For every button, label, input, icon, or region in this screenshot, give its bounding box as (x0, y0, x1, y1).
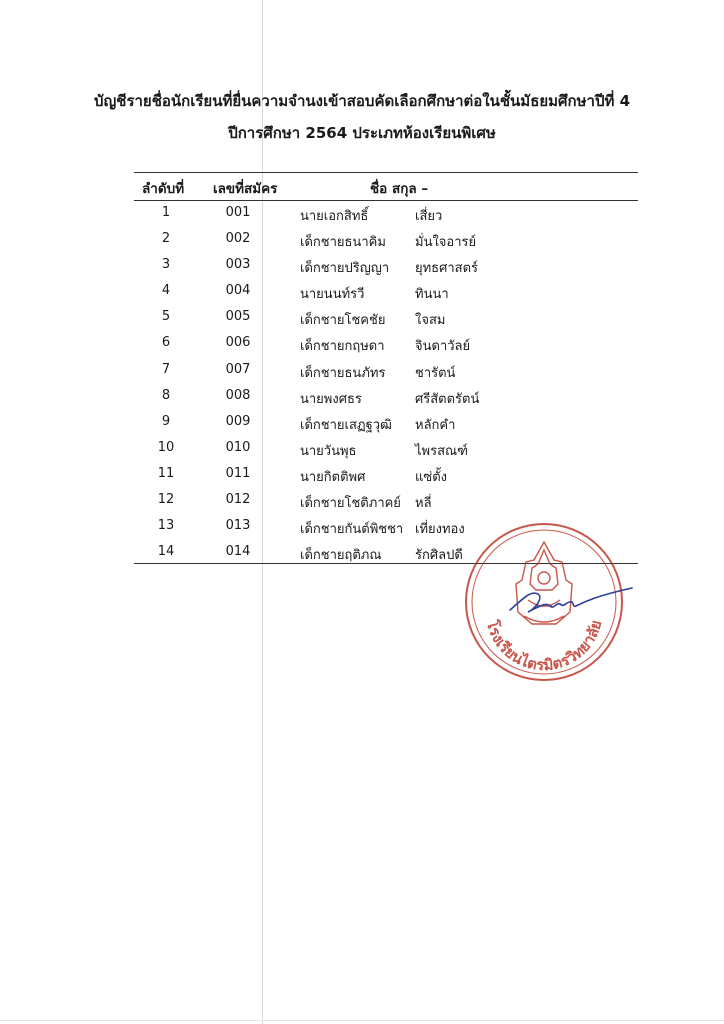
row-first-name: เด็กชายกันต์พิชชา (300, 522, 404, 538)
row-last-name: แซ่ตั้ง (415, 469, 447, 485)
row-application-no: 012 (225, 492, 251, 508)
row-last-name: ยุทธศาสตร์ (415, 261, 479, 277)
document-subtitle: ปีการศึกษา 2564 ประเภทห้องเรียนพิเศษ (228, 124, 496, 142)
table-row (0, 436, 724, 462)
table-row (0, 410, 724, 436)
table-row (0, 488, 724, 514)
row-first-name: นายวันพุธ (300, 443, 357, 459)
table-row (0, 358, 724, 384)
row-application-no: 013 (225, 518, 251, 534)
row-last-name: มั่นใจอารย์ (415, 235, 477, 251)
row-application-no: 011 (225, 465, 251, 481)
row-first-name: เด็กชายโชติภาคย์ (300, 496, 401, 512)
row-last-name: ศรีสัตตรัตน์ (415, 391, 480, 407)
row-number: 12 (157, 492, 175, 508)
header-application-no: เลขที่สมัคร (213, 181, 278, 197)
row-first-name: เด็กชายโชคชัย (300, 313, 386, 329)
row-number: 6 (161, 335, 171, 351)
table-row (0, 253, 724, 279)
row-number: 1 (161, 205, 171, 220)
table-top-rule (134, 172, 638, 173)
row-last-name: หลักคำ (415, 417, 456, 433)
row-number: 5 (161, 309, 171, 325)
table-row (0, 227, 724, 253)
header-name: ชื่อ สกุล – (370, 181, 429, 197)
row-last-name: เที่ยงทอง (415, 522, 465, 538)
table-row (0, 384, 724, 410)
row-application-no: 003 (225, 257, 251, 273)
table-row (0, 462, 724, 488)
row-last-name: ไพรสณฑ์ (415, 443, 468, 459)
row-number: 13 (157, 518, 175, 534)
svg-text:โรงเรียนไตรมิตรวิทยาลัย (483, 617, 606, 674)
row-application-no: 006 (225, 335, 251, 351)
row-last-name: ทินนา (415, 287, 449, 303)
row-number: 7 (161, 361, 171, 377)
row-application-no: 008 (225, 387, 251, 403)
row-number: 3 (161, 257, 171, 273)
row-last-name: ใจสม (415, 313, 446, 329)
row-number: 4 (161, 283, 171, 299)
row-first-name: เด็กชายธนภัทร (300, 365, 386, 381)
row-number: 10 (157, 439, 175, 455)
row-application-no: 002 (225, 231, 251, 247)
row-last-name: ชารัตน์ (415, 365, 456, 381)
row-application-no: 001 (225, 205, 251, 220)
signature (500, 580, 640, 620)
stamp-school-name: โรงเรียนไตรมิตรวิทยาลัย (482, 618, 606, 675)
row-last-name: รักศิลปดี (415, 548, 463, 564)
row-number: 14 (157, 544, 175, 560)
scan-bottom-edge (0, 1020, 724, 1021)
row-first-name: นายพงศธร (300, 391, 362, 407)
row-application-no: 005 (225, 309, 251, 325)
header-no: ลำดับที่ (142, 181, 185, 197)
row-first-name: นายนนท์รวี (300, 287, 365, 303)
row-first-name: เด็กชายธนาคิม (300, 235, 386, 251)
row-first-name: นายกิตติพศ (300, 469, 366, 485)
row-application-no: 014 (225, 544, 251, 560)
row-application-no: 004 (225, 283, 251, 299)
row-first-name: เด็กชายฤติภณ (300, 548, 382, 564)
document-title: บัญชีรายชื่อนักเรียนที่ยื่นความจำนงเข้าสอบคัดเลือกศึกษาต่อในชั้นมัธยมศึกษาปีที่ 4 (93, 92, 631, 110)
table-row (0, 279, 724, 305)
table-row (0, 201, 724, 227)
row-last-name: หลี่ (415, 496, 432, 512)
row-first-name: เด็กชายเสฏฐวุฒิ (300, 417, 392, 433)
row-first-name: นายเอกสิทธิ์ (300, 209, 369, 224)
row-last-name: เสี่ยว (415, 209, 443, 224)
row-application-no: 009 (225, 413, 251, 429)
row-application-no: 010 (225, 439, 251, 455)
row-first-name: เด็กชายปริญญา (300, 261, 390, 277)
row-number: 2 (161, 231, 171, 247)
row-last-name: จินดาวัลย์ (415, 339, 471, 355)
row-first-name: เด็กชายกฤษดา (300, 339, 385, 355)
row-application-no: 007 (225, 361, 251, 377)
table-row (0, 305, 724, 331)
row-number: 8 (161, 387, 171, 403)
table-row (0, 331, 724, 357)
row-number: 11 (157, 465, 175, 481)
row-number: 9 (161, 413, 171, 429)
student-list (0, 201, 724, 566)
